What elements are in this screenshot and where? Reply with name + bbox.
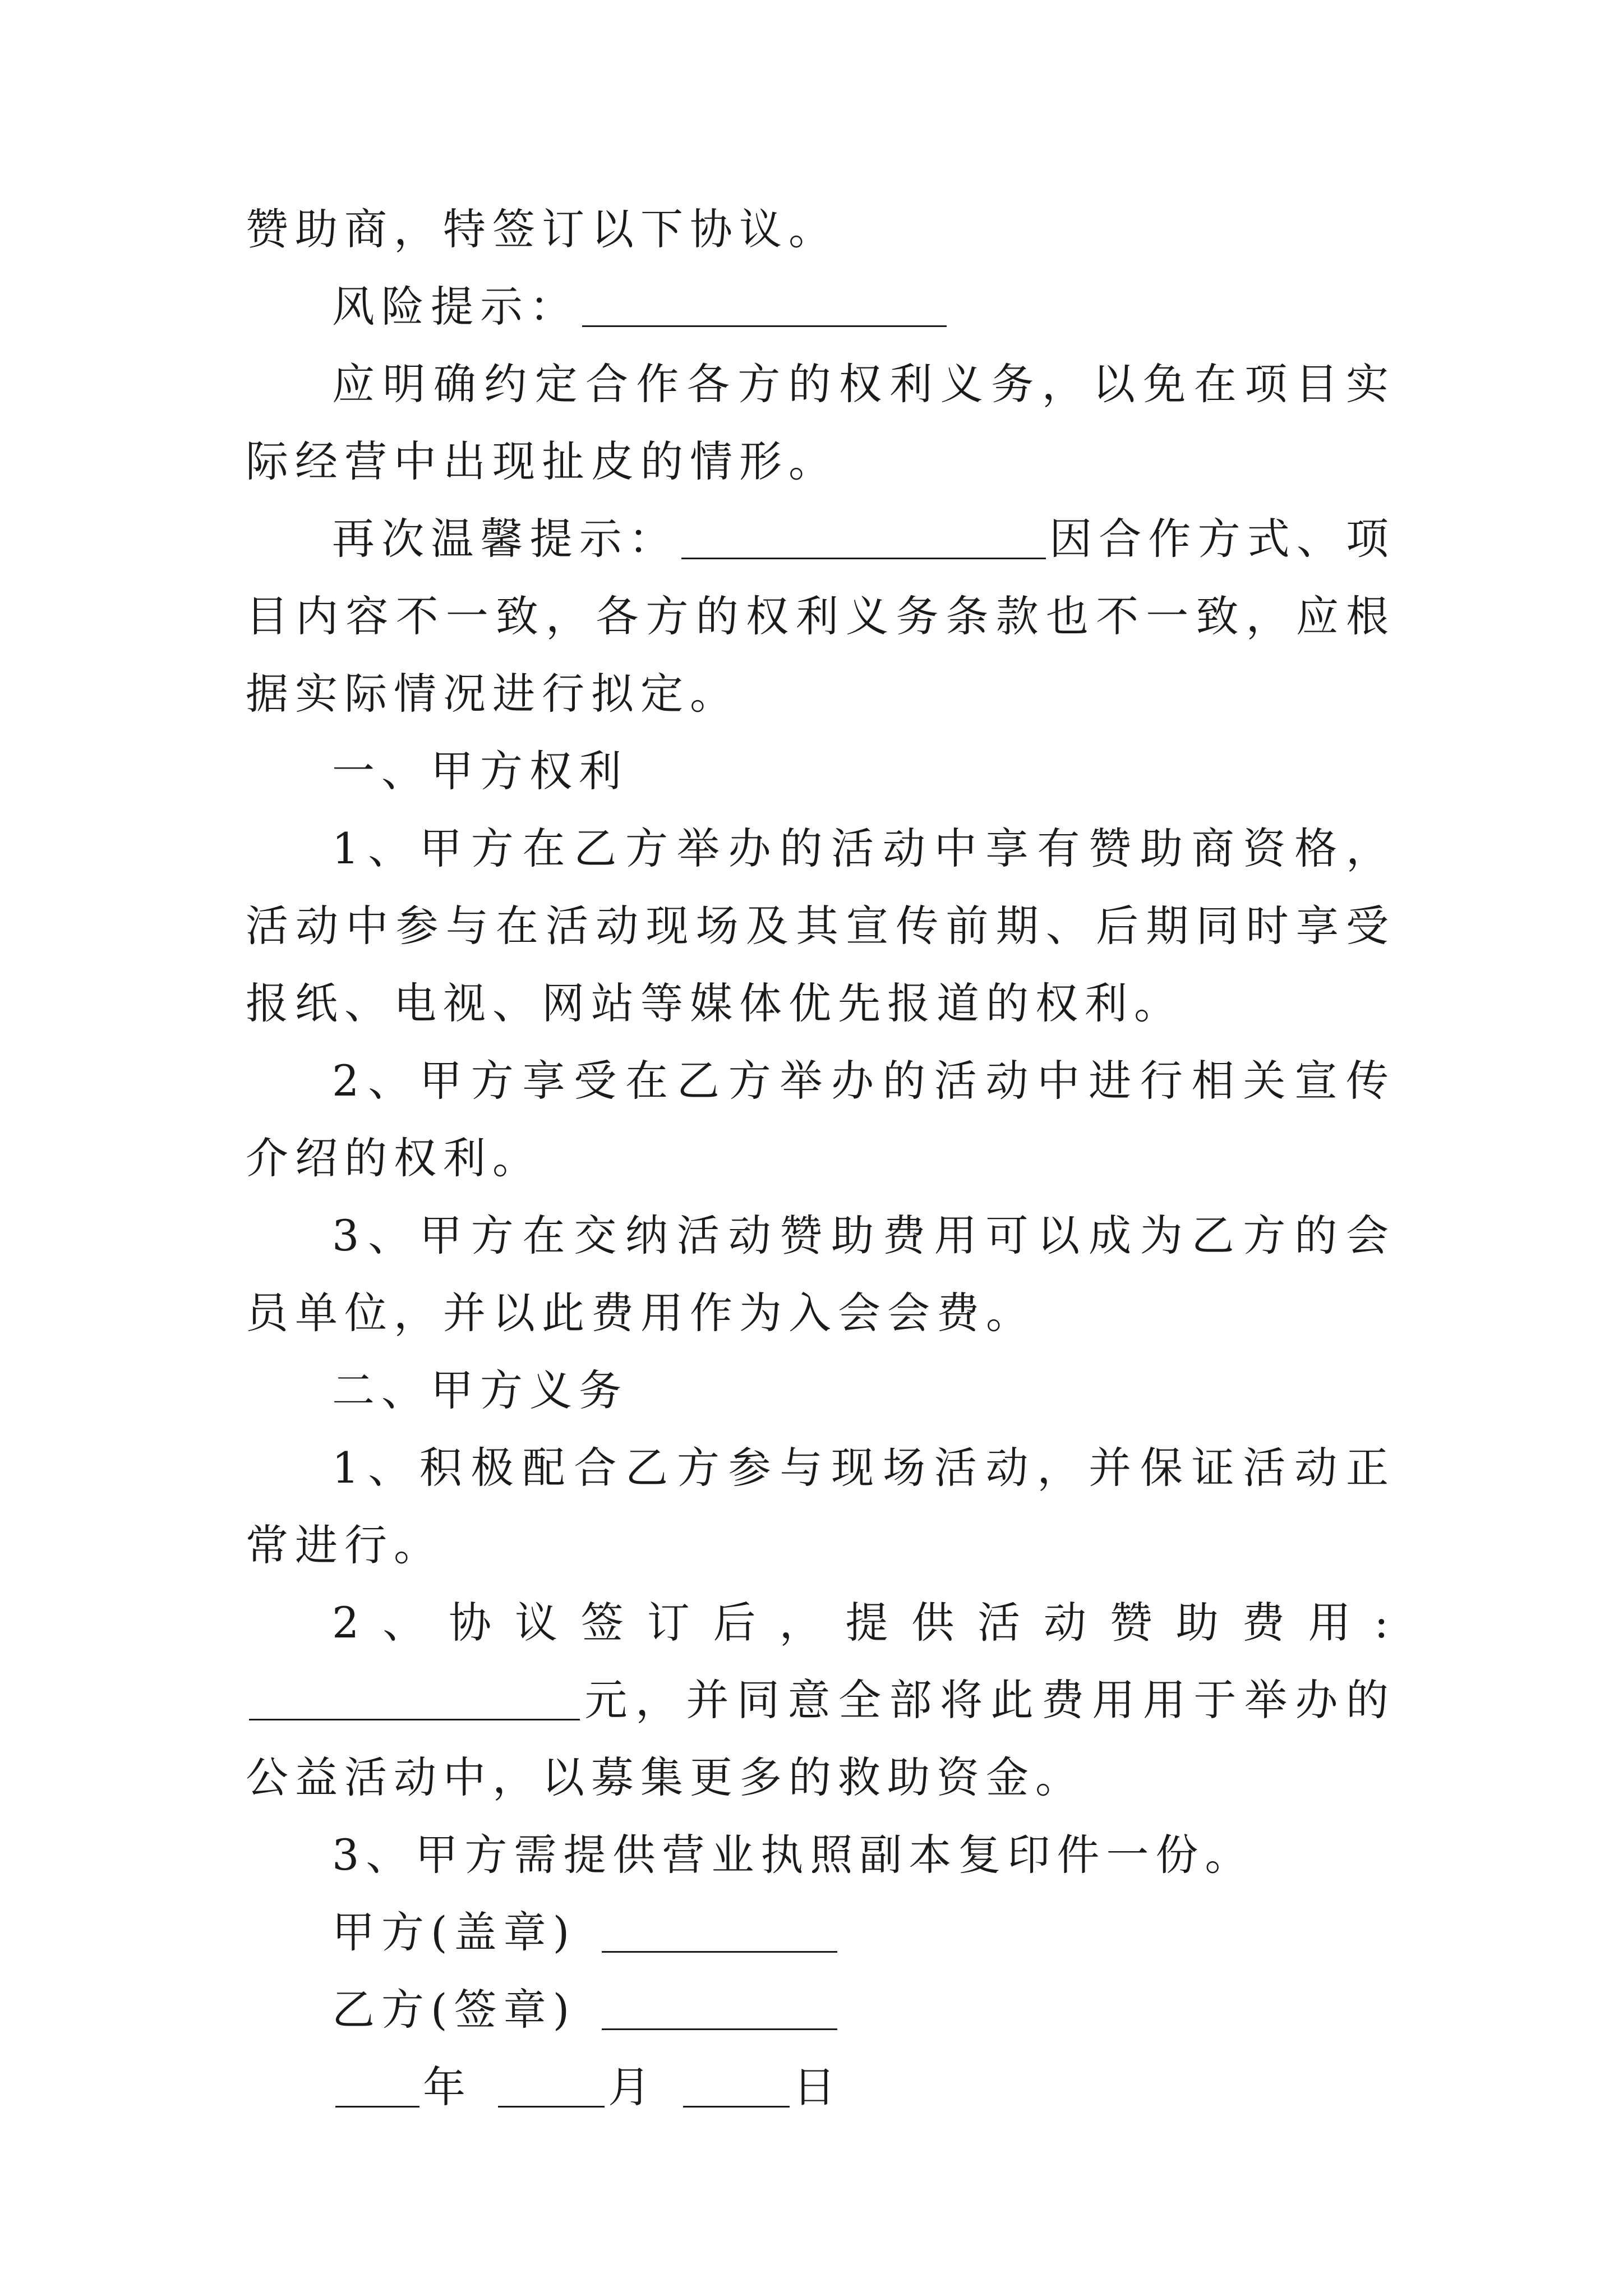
section1-item3	[246, 1197, 1395, 1352]
section1-heading	[246, 733, 1395, 810]
intro-paragraph-end	[246, 191, 1395, 268]
risk-text: 应明确约定合作各方的权利义务，以免在项目实际经营中出现扯皮的情形。	[246, 359, 1395, 486]
day-label: 日	[793, 2062, 842, 2112]
year-label: 年	[423, 2062, 472, 2112]
reminder-paragraph	[246, 500, 1395, 733]
section1-item2	[246, 1042, 1395, 1197]
section1-item3-text: 3、甲方在交纳活动赞助费用可以成为乙方的会员单位，并以此费用作为入会会费。	[246, 1211, 1395, 1338]
intro-text: 赞助商，特签订以下协议。	[246, 204, 838, 254]
section2-item1-text: 1、积极配合乙方参与现场活动，并保证活动正常进行。	[246, 1443, 1395, 1570]
section1-item2-text: 2、甲方享受在乙方举办的活动中进行相关宣传介绍的权利。	[246, 1056, 1395, 1183]
section2-heading-text: 二、甲方义务	[332, 1365, 628, 1415]
party-a-signature-line	[246, 1894, 1395, 1971]
section1-item1	[246, 810, 1395, 1042]
party-b-signature-line	[246, 1971, 1395, 2049]
section2-item1	[246, 1429, 1395, 1584]
sponsorship-amount-blank	[249, 1676, 580, 1720]
section2-heading	[246, 1352, 1395, 1429]
party-b-label: 乙方(签章)	[332, 1985, 577, 2035]
party-a-label: 甲方(盖章)	[332, 1907, 577, 1957]
date-line	[246, 2049, 1395, 2126]
section2-item2-prefix: 2、协议签订后，提供活动赞助费用:	[332, 1598, 1395, 1648]
reminder-label: 再次温馨提示：	[332, 514, 678, 564]
risk-label-line	[246, 268, 1395, 346]
party-b-blank	[602, 1986, 837, 2030]
month-label: 月	[608, 2062, 657, 2112]
section2-item3-text: 3、甲方需提供营业执照副本复印件一份。	[332, 1830, 1255, 1880]
risk-paragraph	[246, 346, 1395, 500]
section1-heading-text: 一、甲方权利	[332, 746, 628, 796]
reminder-text: 因合作方式、项目内容不一致，各方的权利义务条款也不一致，应根据实际情况进行拟定。	[246, 514, 1395, 719]
document-body	[246, 191, 1395, 2126]
section2-item3	[246, 1816, 1395, 1894]
party-a-blank	[602, 1908, 837, 1953]
section2-item2-suffix: 元，并同意全部将此费用用于举办的公益活动中，以募集更多的救助资金。	[246, 1675, 1395, 1802]
day-blank	[683, 2063, 790, 2108]
section2-item2	[246, 1584, 1395, 1816]
risk-label: 风险提示：	[332, 282, 579, 332]
risk-blank	[582, 283, 947, 327]
reminder-blank	[681, 515, 1046, 559]
section1-item1-text: 1、甲方在乙方举办的活动中享有赞助商资格，活动中参与在活动现场及其宣传前期、后期同时享受报纸、电视、网站等媒体优先报道的权利。	[246, 823, 1395, 1028]
month-blank	[498, 2063, 605, 2108]
year-blank	[335, 2063, 419, 2108]
